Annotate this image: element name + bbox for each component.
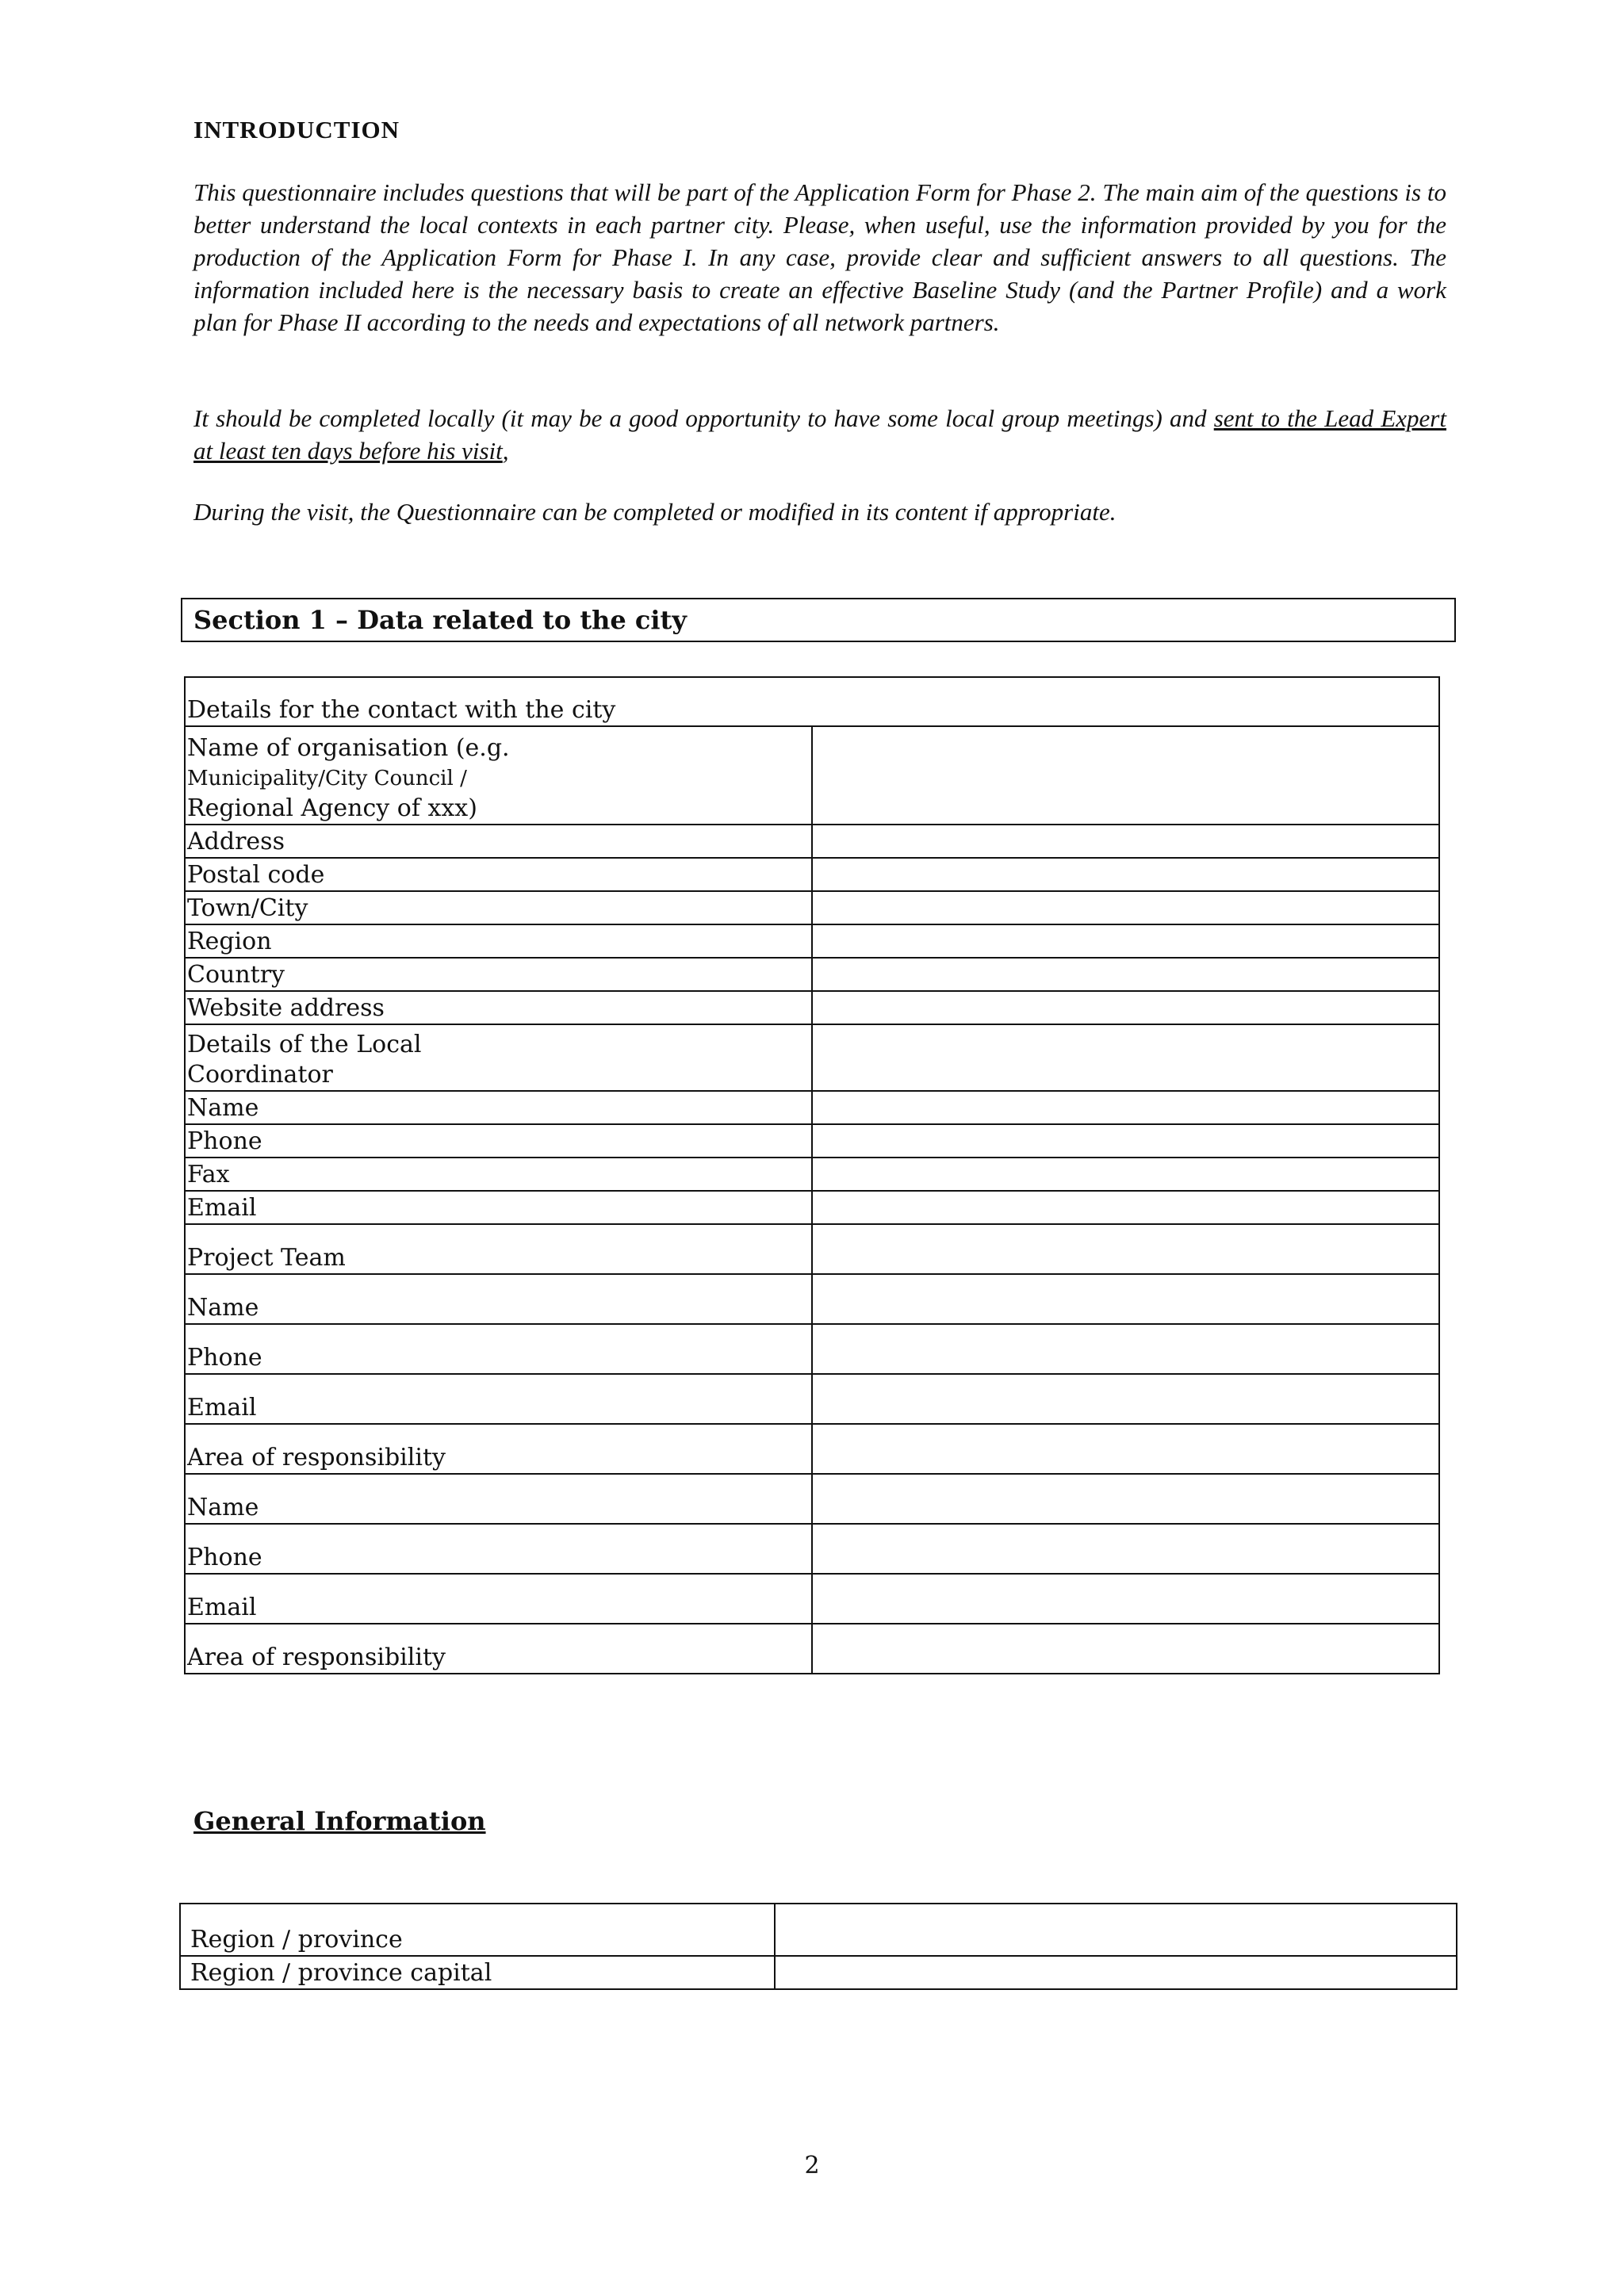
value-cell[interactable] <box>775 1904 1457 1956</box>
row-label: Email <box>185 1574 812 1624</box>
value-cell[interactable] <box>775 1956 1457 1989</box>
intro-paragraph-2-tail: , <box>502 437 509 465</box>
table-row <box>185 1324 1439 1374</box>
table-row <box>185 1191 1439 1224</box>
row-label: Phone <box>185 1524 812 1574</box>
row-label: Name <box>185 1474 812 1524</box>
table-header-row <box>185 677 1439 726</box>
table-row <box>185 1274 1439 1324</box>
table-row <box>185 726 1439 825</box>
value-cell[interactable] <box>812 825 1439 858</box>
table-row <box>185 1124 1439 1158</box>
table-row <box>185 1224 1439 1274</box>
row-label: Name <box>185 1091 812 1124</box>
value-cell[interactable] <box>812 1274 1439 1324</box>
table-row <box>185 1024 1439 1091</box>
table-row <box>185 991 1439 1024</box>
coordinator-label-cell <box>185 1024 812 1091</box>
row-label: Email <box>185 1374 812 1424</box>
table-row <box>180 1956 1457 1989</box>
intro-paragraph-2-underlined: sent to the Lead Expert at least ten days before his visit <box>193 404 1446 465</box>
row-label: Town/City <box>185 891 812 924</box>
table-header-cell: Details for the contact with the city <box>185 677 1439 726</box>
value-cell[interactable] <box>812 891 1439 924</box>
row-label: Project Team <box>185 1224 812 1274</box>
table-row <box>185 1091 1439 1124</box>
row-label: Name <box>185 1274 812 1324</box>
table-row <box>185 1374 1439 1424</box>
table-row <box>185 1524 1439 1574</box>
coordinator-label-line-1: Details of the Local <box>187 1031 422 1058</box>
intro-paragraph-1: This questionnaire includes questions that will be part of the Application Form for Phase 2. The main aim of the questions is to better understand the local contexts in each partner city. Please, when useful, use the information provided by you for the production of the Application Form for Phase I. In any case, provide clear and sufficient answers to all questions. The information included here is the necessary basis to create an effective Baseline Study (and the Partner Profile) and a work plan for Phase II according to the needs and expectations of all network partners. <box>193 178 1446 336</box>
row-label: Postal code <box>185 858 812 891</box>
row-label: Region / province capital <box>180 1956 775 1989</box>
table-row <box>180 1904 1457 1956</box>
org-value-cell[interactable] <box>812 726 1439 825</box>
value-cell[interactable] <box>812 1624 1439 1674</box>
section-1-title-text: Section 1 – Data related to the city <box>193 605 687 635</box>
table-row <box>185 858 1439 891</box>
table-row <box>185 825 1439 858</box>
row-label: Region <box>185 924 812 958</box>
value-cell[interactable] <box>812 924 1439 958</box>
value-cell[interactable] <box>812 1224 1439 1274</box>
row-label: Address <box>185 825 812 858</box>
value-cell[interactable] <box>812 1574 1439 1624</box>
row-label: Country <box>185 958 812 991</box>
table-row <box>185 1158 1439 1191</box>
value-cell[interactable] <box>812 991 1439 1024</box>
value-cell[interactable] <box>812 1474 1439 1524</box>
value-cell[interactable] <box>812 1324 1439 1374</box>
intro-paragraph-2 <box>193 402 1446 467</box>
table-row <box>185 1574 1439 1624</box>
value-cell[interactable] <box>812 1424 1439 1474</box>
value-cell[interactable] <box>812 958 1439 991</box>
coordinator-label-line-2: Coordinator <box>187 1061 333 1089</box>
row-label: Website address <box>185 991 812 1024</box>
row-label: Phone <box>185 1324 812 1374</box>
row-label: Region / province <box>180 1904 775 1956</box>
org-label-line-3: Regional Agency of xxx) <box>187 794 477 822</box>
row-label: Phone <box>185 1124 812 1158</box>
table-row <box>185 958 1439 991</box>
value-cell[interactable] <box>812 1191 1439 1224</box>
contact-details-table <box>184 676 1440 1674</box>
intro-paragraph-3: During the visit, the Questionnaire can be completed or modified in its content if appropriate. <box>193 498 1116 526</box>
table-row <box>185 891 1439 924</box>
row-label: Area of responsibility <box>185 1624 812 1674</box>
page-number: 2 <box>804 2152 820 2179</box>
table-row <box>185 1624 1439 1674</box>
table-row <box>185 1474 1439 1524</box>
table-row <box>185 924 1439 958</box>
org-label-cell <box>185 726 812 825</box>
row-label: Email <box>185 1191 812 1224</box>
org-label-line-1: Name of organisation (e.g. <box>187 734 510 762</box>
value-cell[interactable] <box>812 1124 1439 1158</box>
section-1-title <box>181 598 1456 642</box>
coordinator-value-cell[interactable] <box>812 1024 1439 1091</box>
value-cell[interactable] <box>812 858 1439 891</box>
value-cell[interactable] <box>812 1091 1439 1124</box>
value-cell[interactable] <box>812 1524 1439 1574</box>
org-label-line-2: Municipality/City Council / <box>187 767 467 790</box>
row-label: Area of responsibility <box>185 1424 812 1474</box>
intro-heading: INTRODUCTION <box>193 116 400 144</box>
value-cell[interactable] <box>812 1374 1439 1424</box>
table-row <box>185 1424 1439 1474</box>
row-label: Fax <box>185 1158 812 1191</box>
general-information-heading: General Information <box>193 1806 486 1836</box>
general-information-table <box>179 1903 1457 1990</box>
intro-paragraph-2-lead: It should be completed locally (it may be a good opportunity to have some local group meetings) and <box>193 404 1214 432</box>
value-cell[interactable] <box>812 1158 1439 1191</box>
